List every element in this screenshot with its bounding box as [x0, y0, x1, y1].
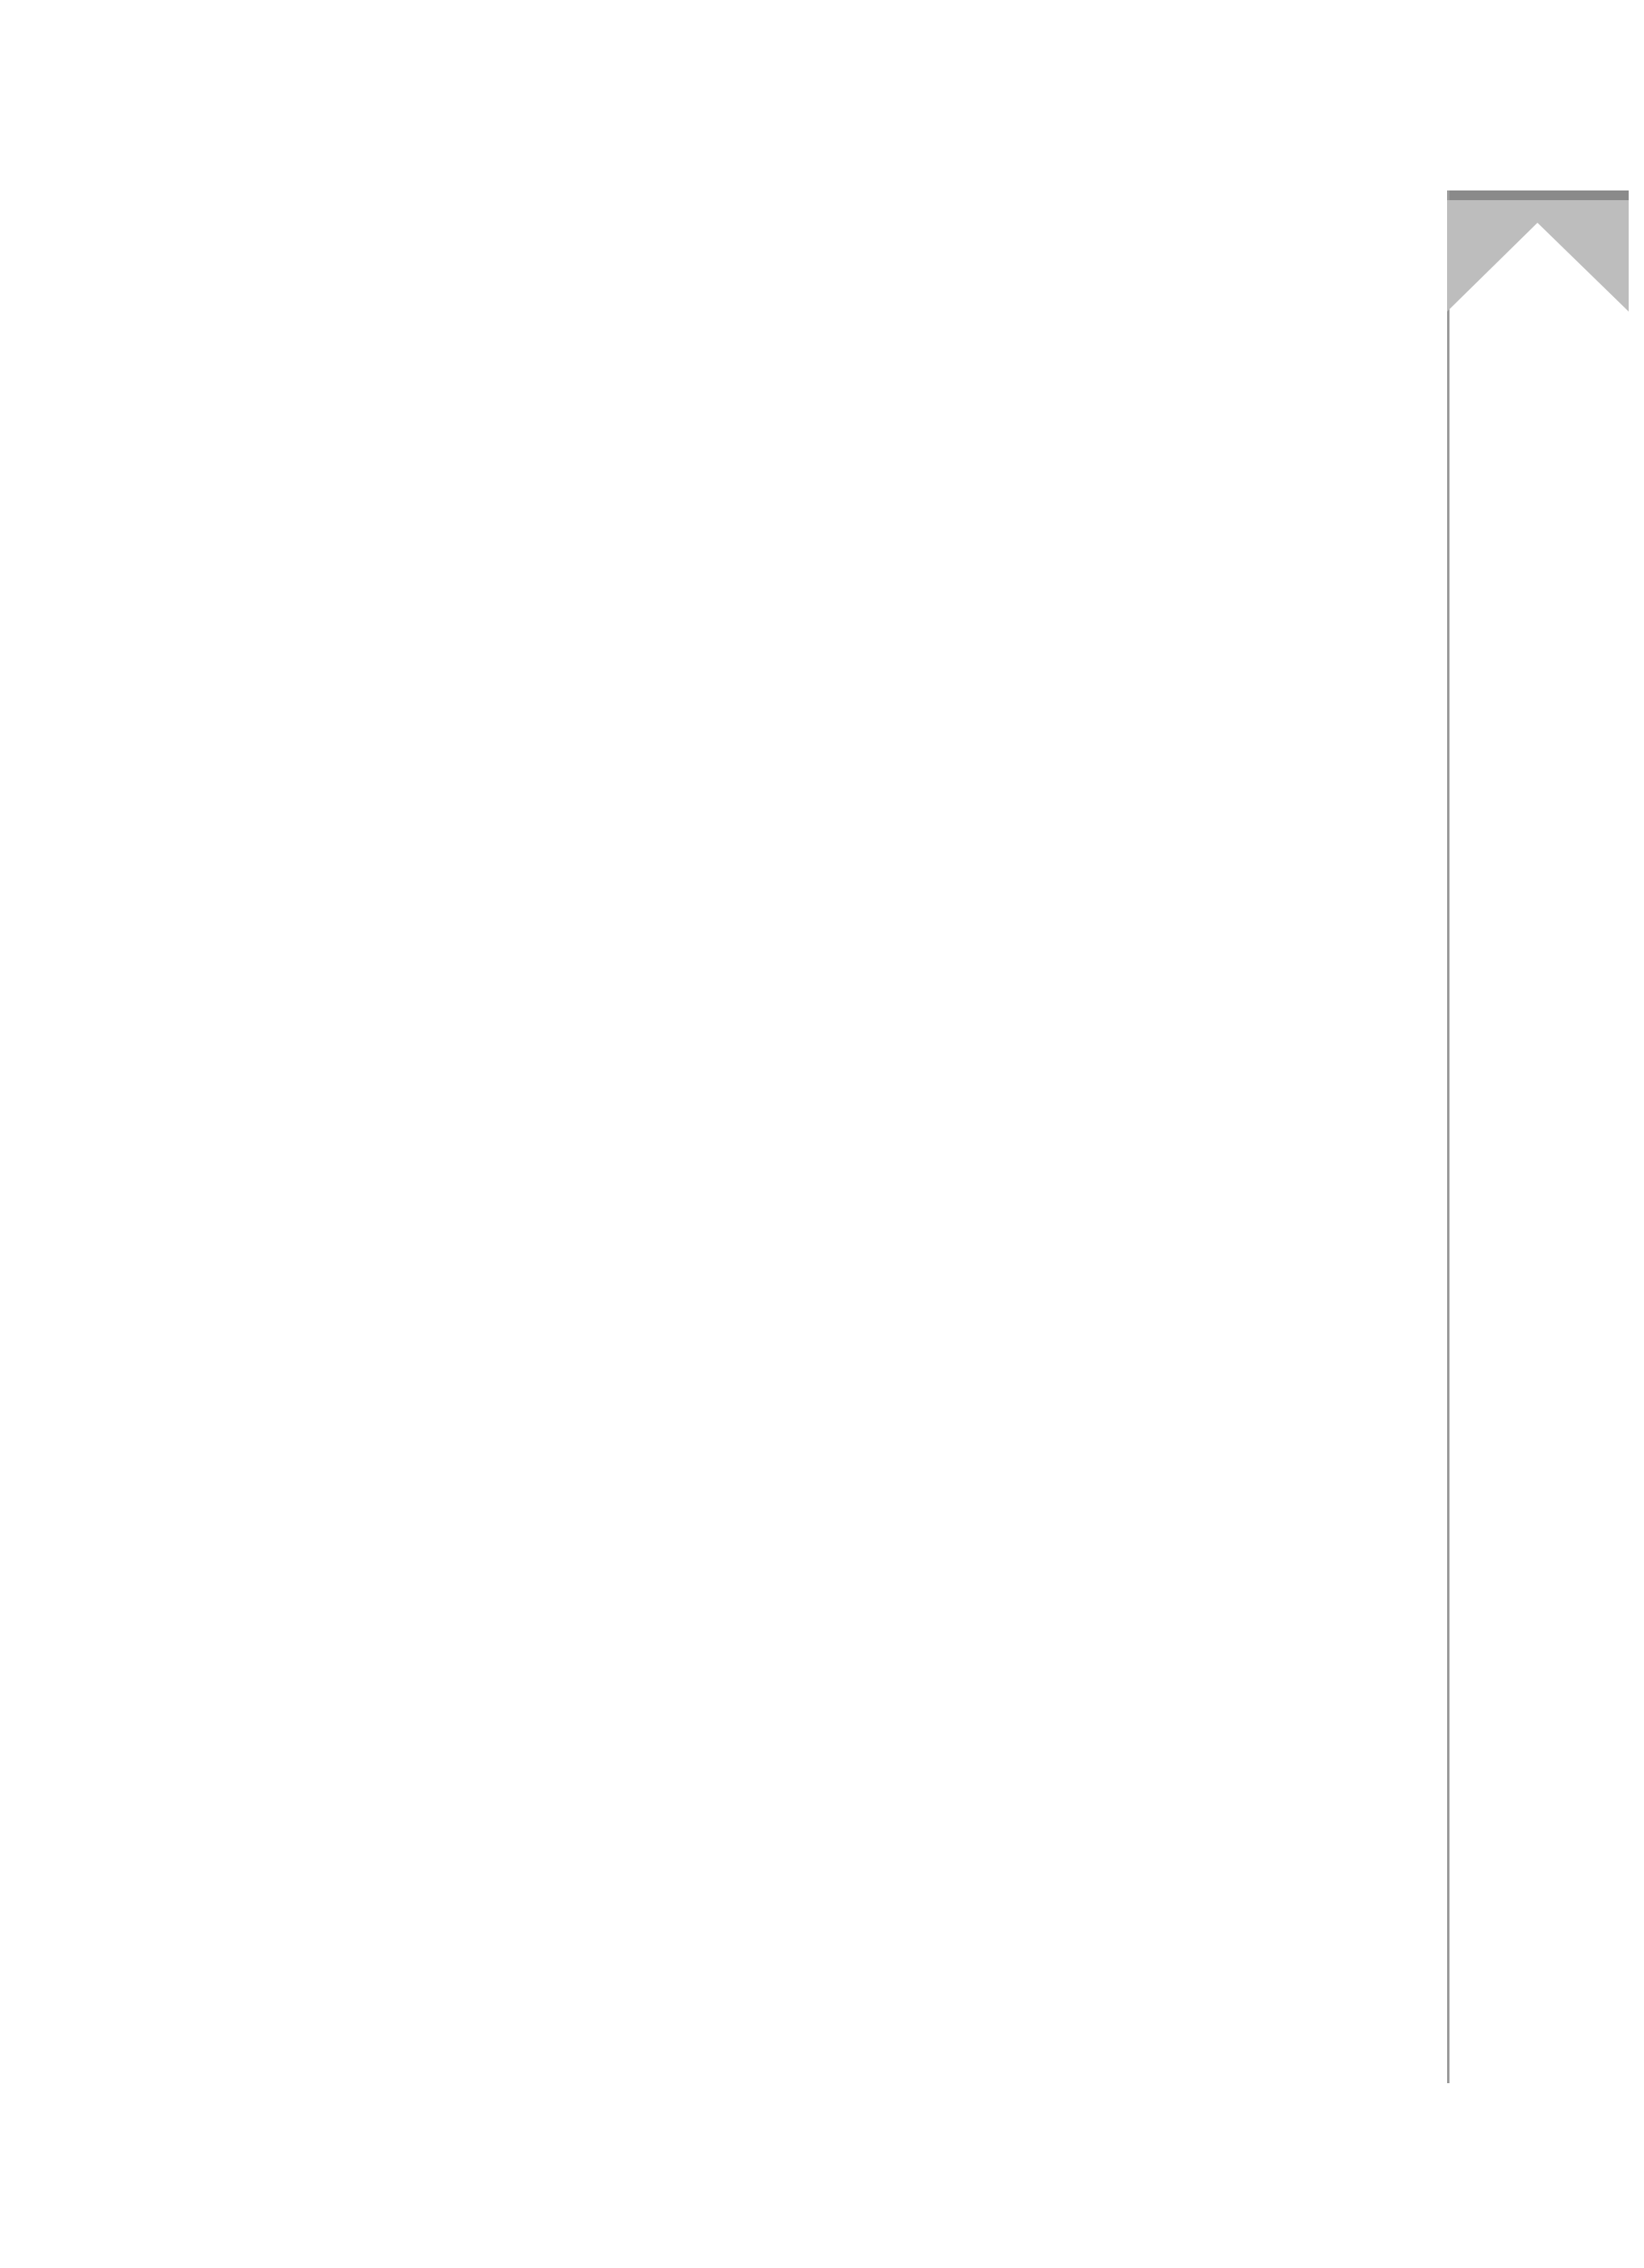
watermark-logo: [202, 1953, 686, 2074]
chevron-down-icon: [1447, 200, 1629, 321]
sidebar-top-rule: [1447, 190, 1629, 200]
watermark-logo: [202, 1534, 686, 1655]
sidebar-banner: [1447, 190, 1629, 2152]
sidebar-divider-line: [1447, 190, 1449, 2083]
